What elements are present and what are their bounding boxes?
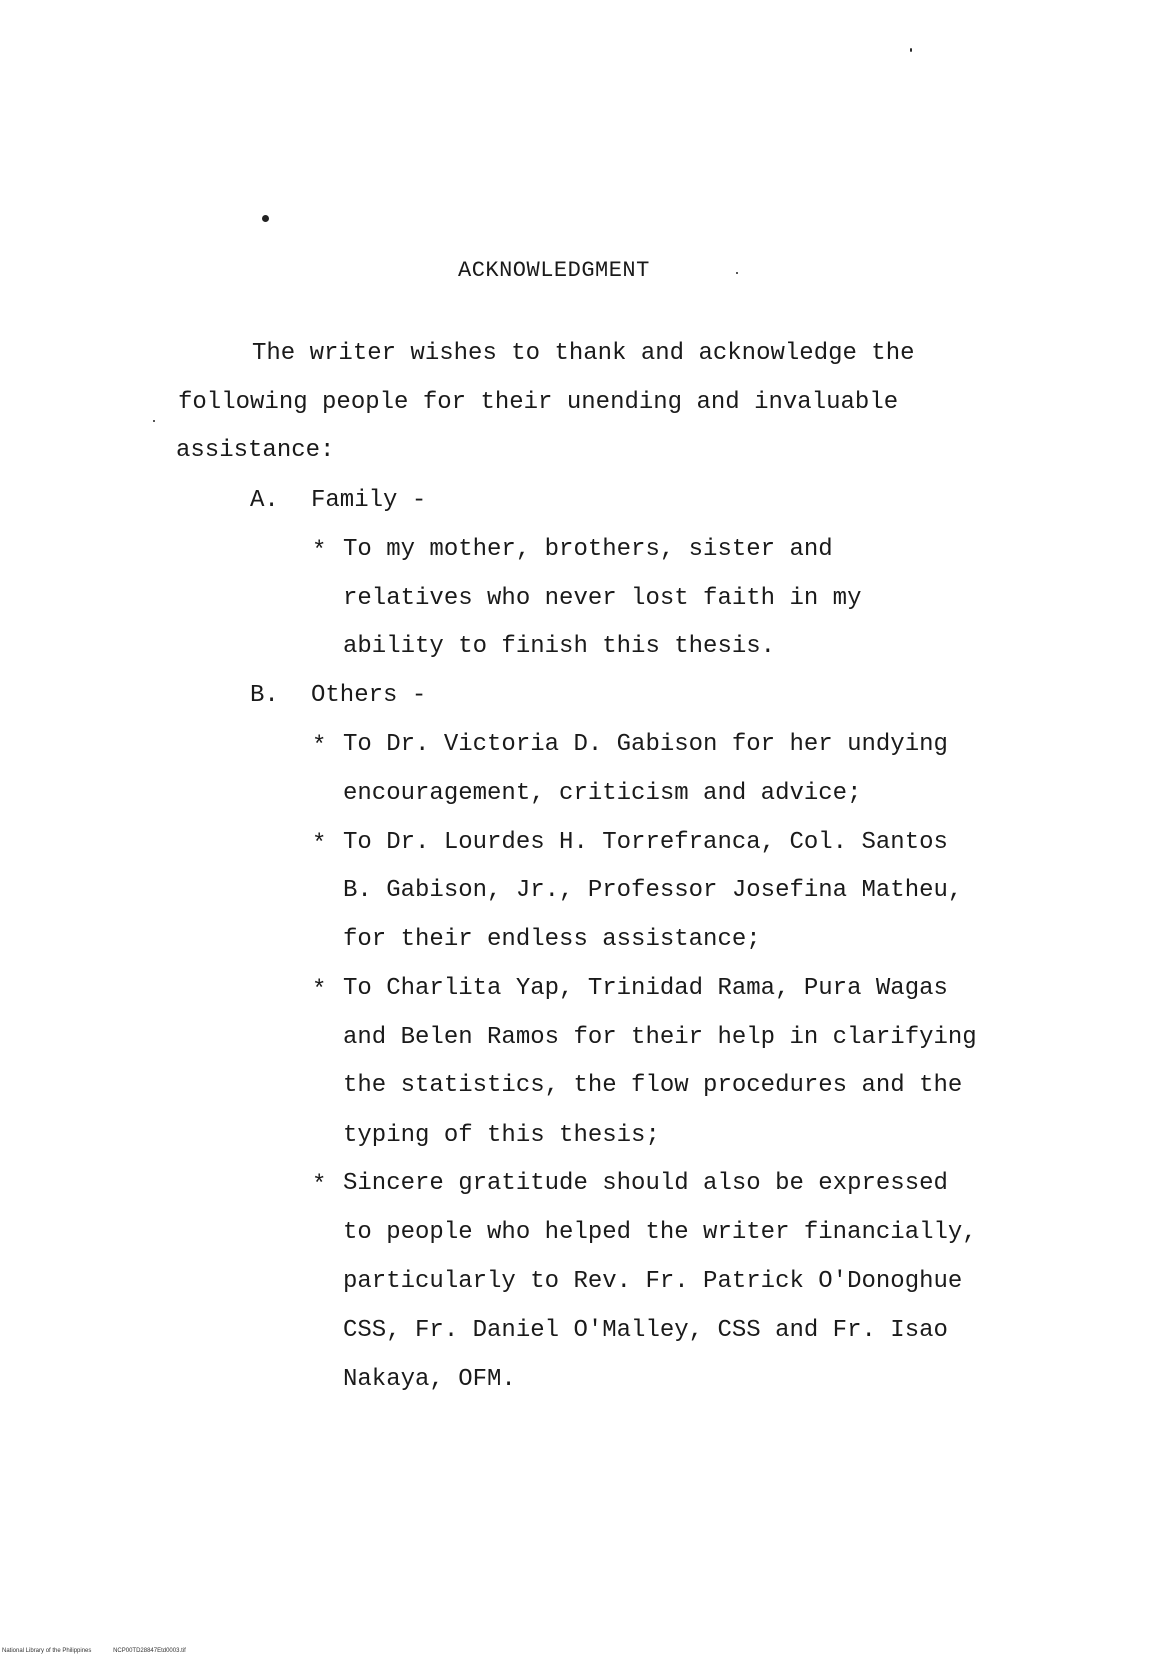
list-item-line: To Dr. Lourdes H. Torrefranca, Col. Santos [343, 829, 948, 856]
list-item-line: typing of this thesis; [343, 1122, 660, 1149]
section-a-marker: A. [250, 487, 279, 514]
bullet-marker: * [312, 733, 327, 760]
intro-line: The writer wishes to thank and acknowledge the [252, 340, 915, 367]
document-page: ACKNOWLEDGMENT The writer wishes to thank and acknowledge the following people for their unending and invaluable assistance: A. Family - * To my mother, brothers, sister and relatives who never lost faith in my ability to finish this thesis. B. Others - * To Dr. Victoria D. Gabison for her undying encouragement, criticism and advice; * To Dr. Lourdes H. Torrefranca, Col. Santos B. Gabison, Jr., Professor Josefina Matheu, for their endless assistance; * To Charlita Yap, Trinidad Rama, Pura Wagas and Belen Ramos for their help in clarifying the statistics, the flow procedures and the typing of this thesis; * Sincere gratitude should also be expressed to people who helped the writer financially, particularly to Rev. Fr. Patrick O'Donoghue CSS, Fr. Daniel O'Malley, CSS and Fr. Isao Nakaya, OFM. National Library of the Philippines NCP00TD28847Etd0003.tif [0, 0, 1151, 1658]
scan-footer [2, 1648, 206, 1654]
bullet-marker: * [312, 538, 327, 565]
scan-speck [153, 420, 155, 422]
list-item-line: particularly to Rev. Fr. Patrick O'Donoghue [343, 1268, 963, 1295]
bullet-marker: * [312, 977, 327, 1004]
section-a-heading: Family - [311, 487, 427, 514]
intro-line: following people for their unending and invaluable [178, 389, 899, 416]
list-item-line: relatives who never lost faith in my [343, 585, 862, 612]
scan-speck [262, 215, 269, 222]
list-item-line: and Belen Ramos for their help in clarifying [343, 1024, 977, 1051]
list-item-line: Sincere gratitude should also be expressed [343, 1170, 948, 1197]
list-item-line: To Charlita Yap, Trinidad Rama, Pura Wagas [343, 975, 948, 1002]
list-item-line: to people who helped the writer financially, [343, 1219, 977, 1246]
section-b-marker: B. [250, 682, 279, 709]
footer-file-id: NCP00TD28847Etd0003.tif [113, 1648, 186, 1654]
list-item-line: Nakaya, OFM. [343, 1366, 516, 1393]
list-item-line: To my mother, brothers, sister and [343, 536, 833, 563]
list-item-line: CSS, Fr. Daniel O'Malley, CSS and Fr. Isao [343, 1317, 948, 1344]
list-item-line: To Dr. Victoria D. Gabison for her undying [343, 731, 948, 758]
list-item-line: the statistics, the flow procedures and the [343, 1072, 963, 1099]
scan-speck [910, 48, 912, 52]
list-item-line: for their endless assistance; [343, 926, 761, 953]
section-b-heading: Others - [311, 682, 427, 709]
list-item-line: ability to finish this thesis. [343, 633, 776, 660]
list-item-line: B. Gabison, Jr., Professor Josefina Matheu, [343, 877, 963, 904]
scan-speck [736, 272, 738, 274]
intro-line: assistance: [176, 437, 335, 464]
bullet-marker: * [312, 831, 327, 858]
footer-source: National Library of the Philippines [2, 1648, 92, 1654]
bullet-marker: * [312, 1172, 327, 1199]
list-item-line: encouragement, criticism and advice; [343, 780, 862, 807]
